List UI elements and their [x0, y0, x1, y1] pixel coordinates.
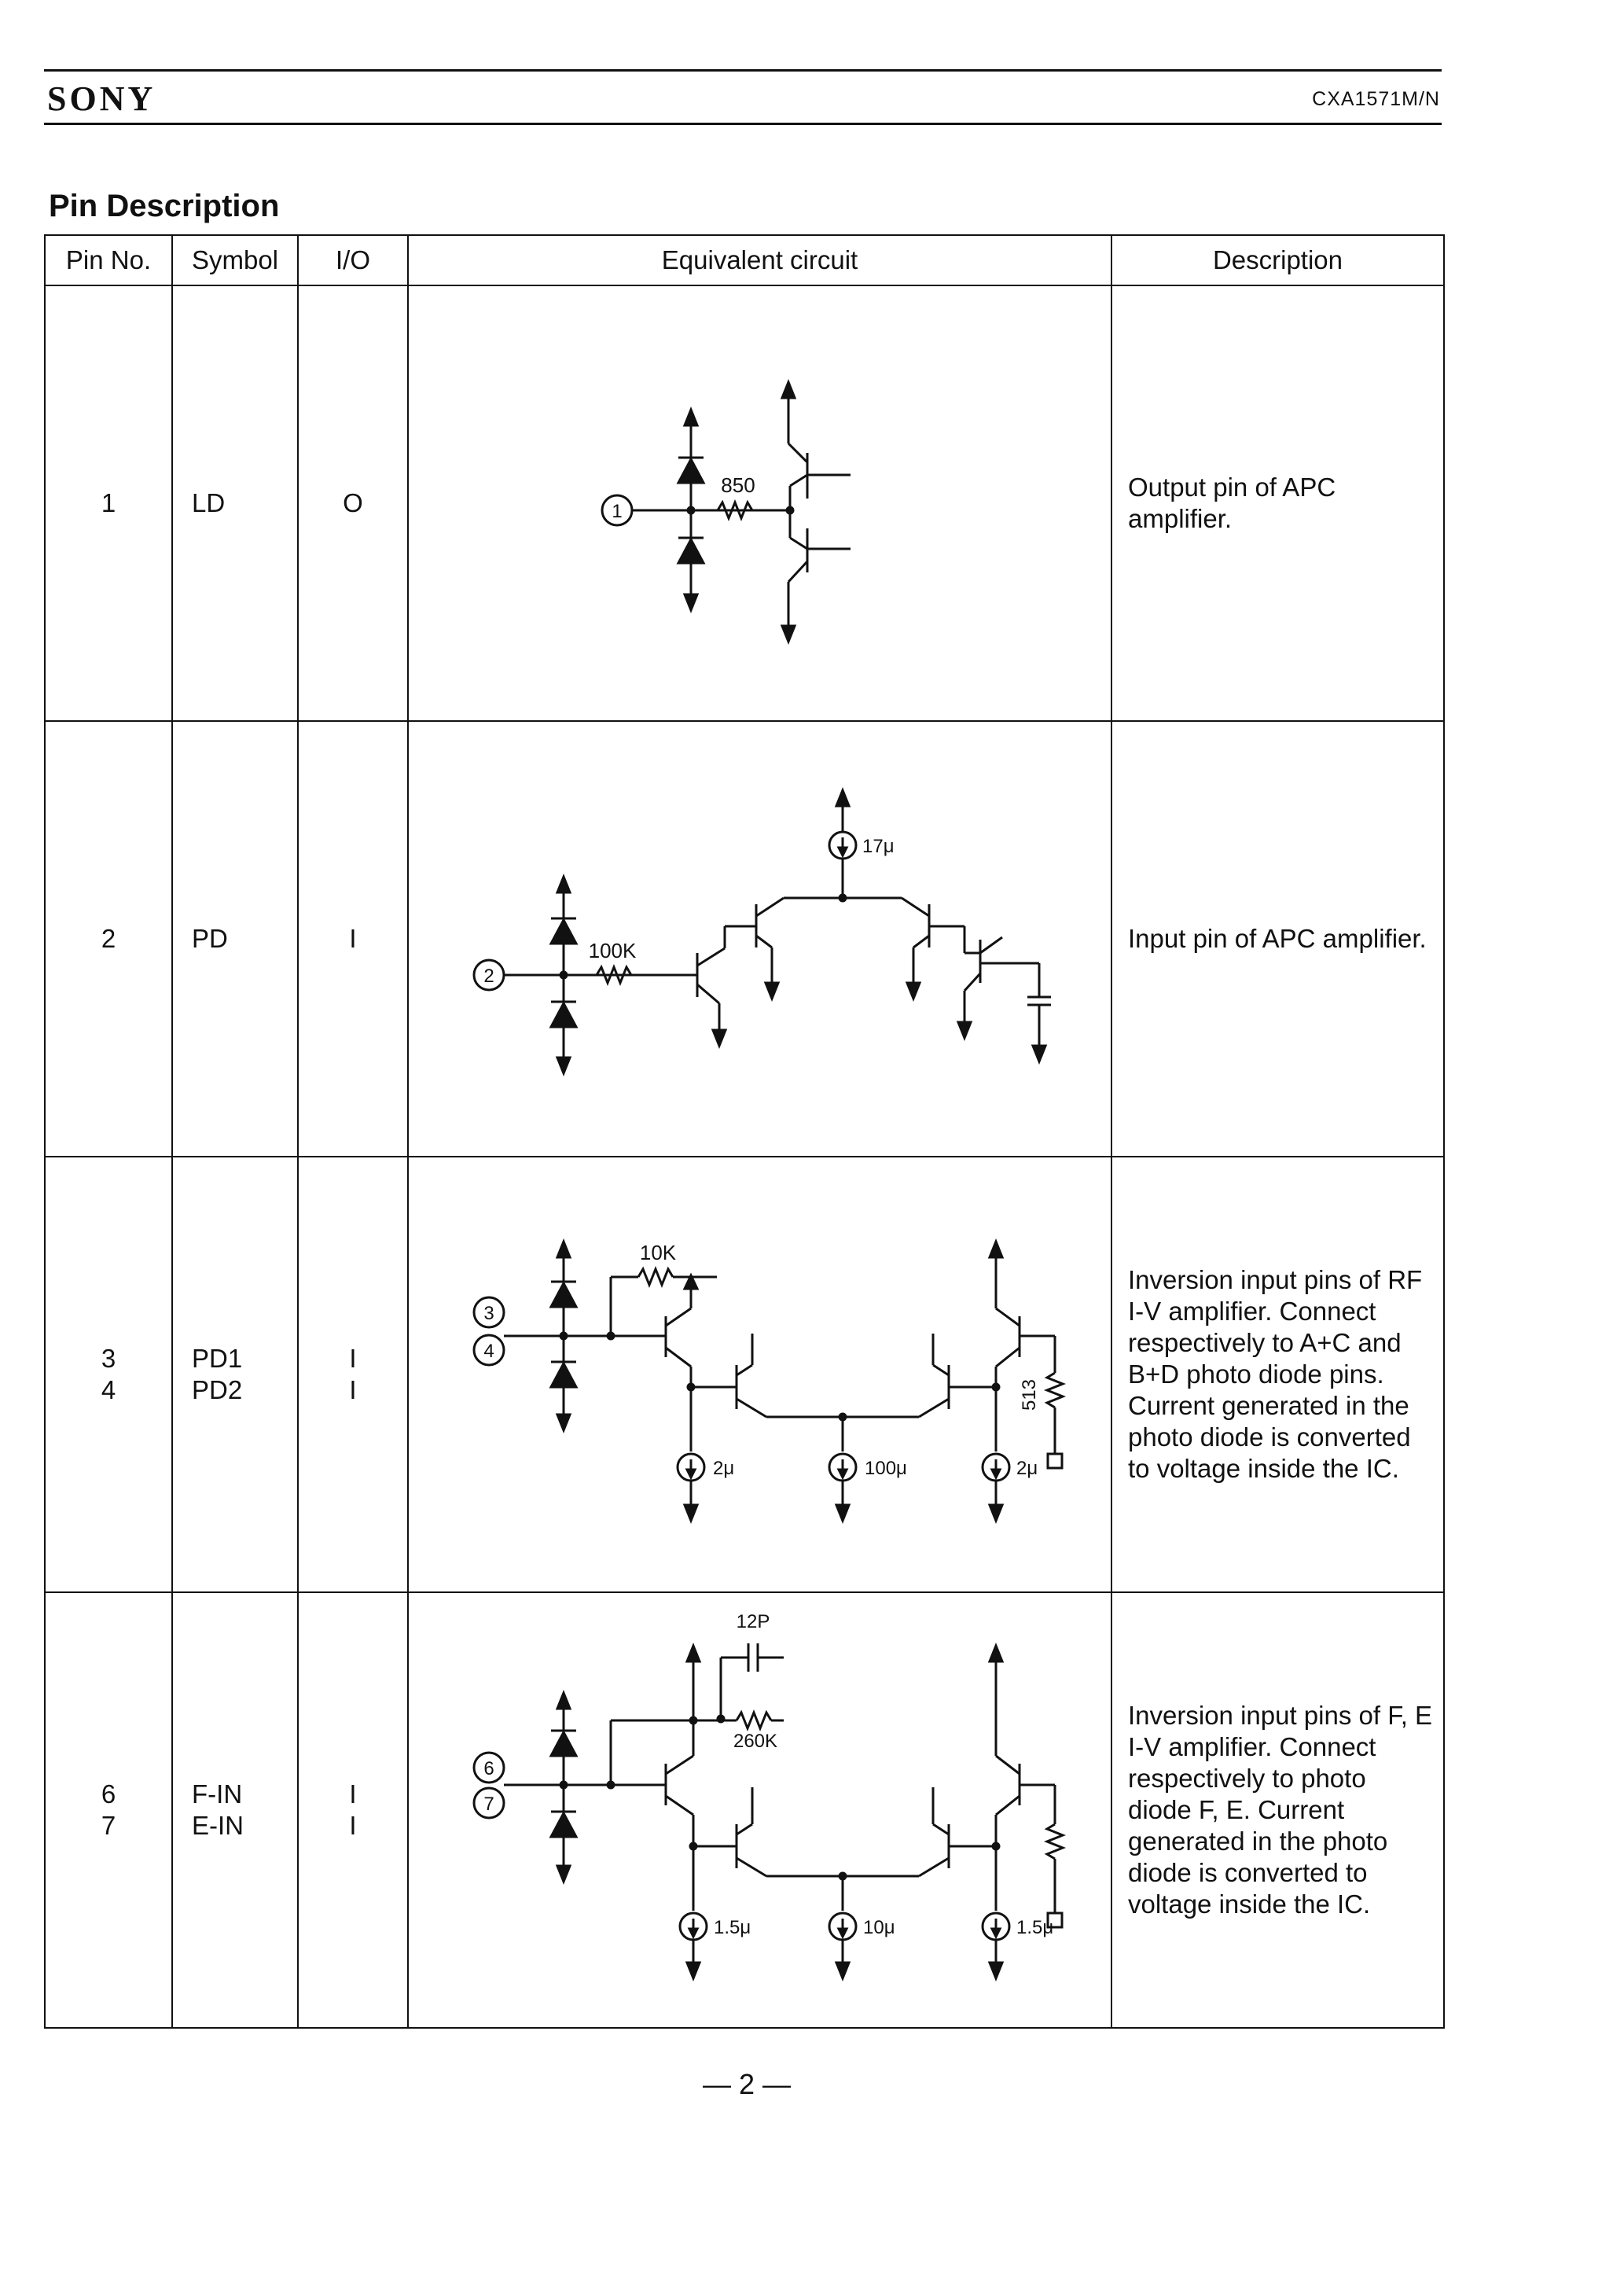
equivalent-circuit-diagram — [414, 1595, 1106, 2026]
pin-label: 1 — [611, 501, 623, 522]
description-text: Inversion input pins of RF I-V amplifier. Connect respectively to A+C and B+D photo diode pins. Current generated in the photo diode is converted to voltage inside the IC. — [1128, 1265, 1423, 1483]
symbol: PD2 — [192, 1375, 243, 1404]
col-header-pin-no: Pin No. — [45, 235, 172, 285]
symbol-cell — [172, 285, 298, 721]
current-source-value: 1.5μ — [713, 1917, 751, 1938]
equivalent-circuit-cell — [408, 285, 1111, 721]
brand-logo: SONY — [47, 79, 156, 118]
description-text: Output pin of APC amplifier. — [1128, 473, 1336, 533]
io-type: I — [349, 1779, 357, 1808]
description-cell — [1111, 285, 1444, 721]
page-number: — 2 — — [702, 2068, 792, 2100]
header-rule-top — [44, 69, 1442, 72]
current-source-value: 2μ — [712, 1458, 734, 1479]
equivalent-circuit-cell — [408, 721, 1111, 1157]
resistor-value: 850 — [720, 473, 755, 497]
col-header-symbol: Symbol — [172, 235, 298, 285]
symbol: LD — [192, 488, 226, 517]
pin-number-cell — [45, 721, 172, 1157]
pin-description-table — [44, 234, 1445, 2029]
table-row — [45, 721, 1444, 1157]
equivalent-circuit-diagram — [414, 288, 1106, 719]
col-header-io: I/O — [298, 235, 408, 285]
description-text: Inversion input pins of F, E I-V amplifier. Connect respectively to photo diode F, E. Current generated in the photo diode is converted to voltage inside the IC. — [1128, 1701, 1433, 1919]
description-text: Input pin of APC amplifier. — [1128, 924, 1427, 953]
pin-number: 7 — [101, 1811, 116, 1840]
pin-number: 3 — [101, 1344, 116, 1373]
symbol: PD — [192, 924, 228, 953]
col-header-equivalent-circuit: Equivalent circuit — [408, 235, 1111, 285]
section-title: Pin Description — [49, 189, 280, 223]
current-source-value: 1.5μ — [1016, 1917, 1053, 1938]
pin-number-cell — [45, 1157, 172, 1592]
equivalent-circuit-cell — [408, 1157, 1111, 1592]
table-row — [45, 1157, 1444, 1592]
header-rule-bottom — [44, 123, 1442, 125]
resistor-value: 260K — [733, 1731, 777, 1752]
table-row — [45, 285, 1444, 721]
document-id: CXA1571M/N — [1312, 88, 1440, 110]
io-cell — [298, 1592, 408, 2028]
description-cell — [1111, 1157, 1444, 1592]
equivalent-circuit-diagram — [414, 1159, 1106, 1590]
pin-number: 4 — [101, 1375, 116, 1404]
symbol: PD1 — [192, 1344, 243, 1373]
pin-label: 4 — [483, 1341, 494, 1362]
symbol-cell — [172, 1592, 298, 2028]
pin-number: 6 — [101, 1779, 116, 1808]
current-source-value: 17μ — [862, 836, 895, 857]
symbol-cell — [172, 1157, 298, 1592]
io-type: I — [349, 924, 357, 953]
pin-number-cell — [45, 285, 172, 721]
current-source-value: 10μ — [862, 1917, 895, 1938]
pin-label: 2 — [483, 966, 494, 987]
io-cell — [298, 1157, 408, 1592]
pin-number: 1 — [101, 488, 116, 517]
io-type: I — [349, 1811, 357, 1840]
resistor-value: 513 — [1018, 1378, 1040, 1411]
equivalent-circuit-diagram — [414, 723, 1106, 1154]
pin-number: 2 — [101, 924, 116, 953]
description-cell — [1111, 721, 1444, 1157]
capacitor-value: 12P — [736, 1611, 770, 1632]
pin-label: 7 — [483, 1794, 494, 1815]
table-row — [45, 1592, 1444, 2028]
symbol: F-IN — [192, 1779, 243, 1808]
io-cell — [298, 285, 408, 721]
pin-label: 3 — [483, 1303, 494, 1324]
pin-number-cell — [45, 1592, 172, 2028]
table-header-row — [45, 235, 1444, 285]
resistor-value: 10K — [639, 1241, 676, 1264]
io-type: I — [349, 1375, 357, 1404]
resistor-value: 100K — [588, 939, 636, 962]
current-source-value: 2μ — [1016, 1458, 1038, 1479]
io-cell — [298, 721, 408, 1157]
col-header-description: Description — [1111, 235, 1444, 285]
symbol: E-IN — [192, 1811, 244, 1840]
io-type: O — [343, 488, 363, 517]
current-source-value: 100μ — [864, 1458, 907, 1479]
description-cell — [1111, 1592, 1444, 2028]
symbol-cell — [172, 721, 298, 1157]
pin-label: 6 — [483, 1758, 494, 1779]
io-type: I — [349, 1344, 357, 1373]
equivalent-circuit-cell — [408, 1592, 1111, 2028]
